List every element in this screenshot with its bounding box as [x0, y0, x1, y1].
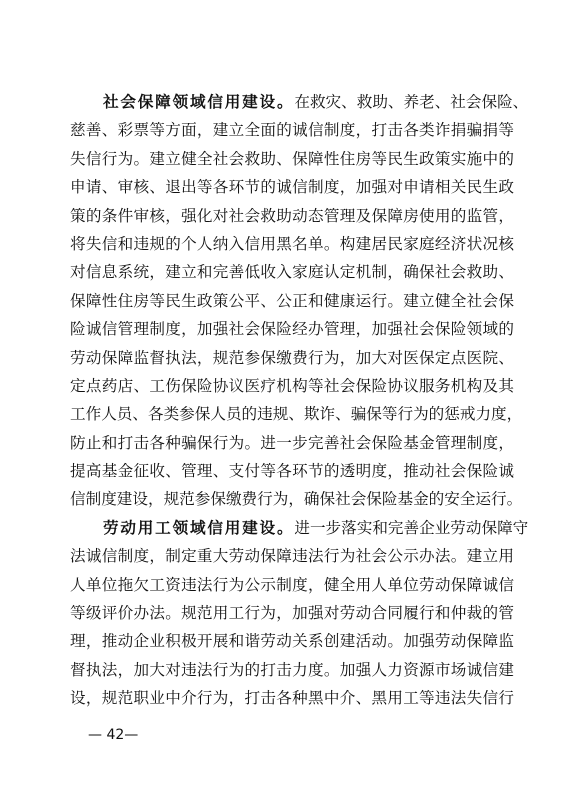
paragraph-line: 法诚信制度，制定重大劳动保障违法行为社会公示办法。建立用: [70, 547, 514, 566]
paragraph-line: 人单位拖欠工资违法行为公示制度，健全用人单位劳动保障诚信: [70, 575, 514, 594]
paragraph-line: 策的条件审核，强化对社会救助动态管理及保障房使用的监管，: [70, 206, 514, 225]
page-number: — 42—: [88, 727, 139, 743]
paragraph-line: 劳动保障监督执法，规范参保缴费行为，加大对医保定点医院、: [70, 348, 514, 367]
paragraph-line: 等级评价办法。规范用工行为，加强对劳动合同履行和仲裁的管: [70, 604, 514, 623]
paragraph-text: 在救灾、救助、养老、社会保险、: [294, 93, 529, 111]
paragraph-line: 慈善、彩票等方面，建立全面的诚信制度，打击各类诈捐骗捐等: [70, 121, 514, 140]
paragraph-line: 定点药店、工伤保险协议医疗机构等社会保险协议服务机构及其: [70, 376, 514, 395]
document-body: [70, 88, 529, 713]
paragraph-heading: 劳动用工领域信用建设。: [103, 517, 295, 537]
paragraph-line: 理，推动企业积极开展和谐劳动关系创建活动。加强劳动保障监: [70, 632, 514, 651]
paragraph-line: 提高基金征收、管理、支付等各环节的透明度，推动社会保险诚: [70, 462, 514, 481]
paragraph-line: 督执法，加大对违法行为的打击力度。加强人力资源市场诚信建: [70, 660, 514, 679]
paragraph-line: 失信行为。建立健全社会救助、保障性住房等民生政策实施中的: [70, 149, 514, 168]
paragraph-2-line-1: [70, 514, 529, 542]
paragraph-text: 进一步落实和完善企业劳动保障守: [294, 518, 529, 537]
paragraph-line: 险诚信管理制度，加强社会保险经办管理，加强社会保险领域的: [70, 320, 514, 339]
paragraph-line: 信制度建设，规范参保缴费行为，确保社会保险基金的安全运行。: [70, 490, 523, 509]
paragraph-line: 对信息系统，建立和完善低收入家庭认定机制，确保社会救助、: [70, 263, 514, 282]
paragraph-line: 保障性住房等民生政策公平、公正和健康运行。建立健全社会保: [70, 291, 514, 310]
paragraph-1-line-1: [70, 88, 529, 116]
paragraph-line: 将失信和违规的个人纳入信用黑名单。构建居民家庭经济状况核: [70, 234, 514, 253]
paragraph-line: 防止和打击各种骗保行为。进一步完善社会保险基金管理制度，: [70, 433, 514, 452]
paragraph-line: 申请、审核、退出等各环节的诚信制度，加强对申请相关民生政: [70, 178, 514, 197]
paragraph-line: 工作人员、各类参保人员的违规、欺诈、骗保等行为的惩戒力度，: [70, 405, 523, 424]
paragraph-line: 设，规范职业中介行为，打击各种黑中介、黑用工等违法失信行: [70, 689, 514, 708]
paragraph-heading: 社会保障领域信用建设。: [103, 92, 295, 111]
